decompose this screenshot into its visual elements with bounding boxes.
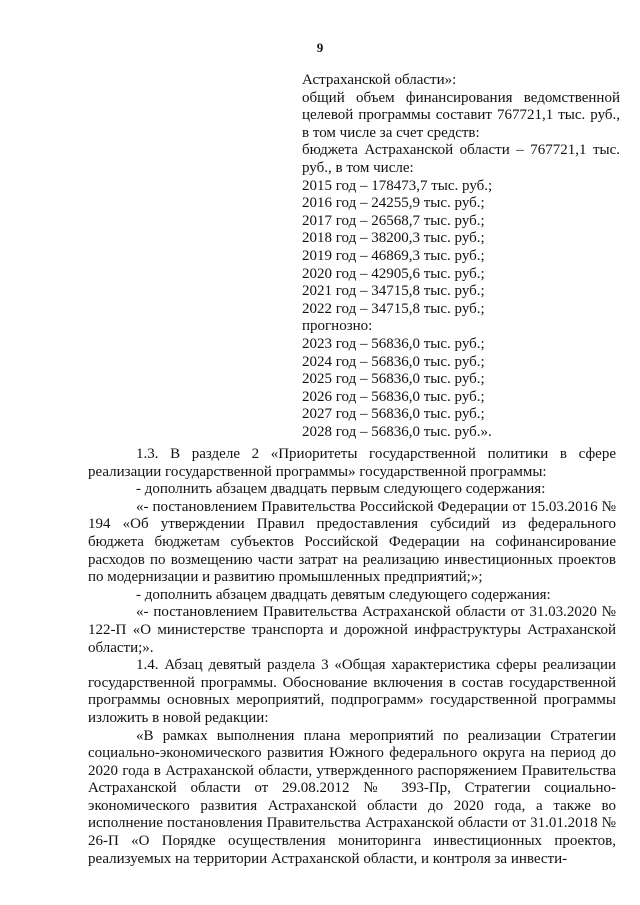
year-line: 2015 год – 178473,7 тыс. руб.;	[302, 177, 493, 194]
forecast-year-line: 2028 год – 56836,0 тыс. руб.».	[302, 423, 492, 440]
page-number: 9	[316, 40, 324, 55]
year-line: 2022 год – 34715,8 тыс. руб.;	[302, 300, 485, 317]
forecast-year-line: 2023 год – 56836,0 тыс. руб.;	[302, 335, 485, 352]
paragraph-quote-122: «- постановлением Правительства Астраханской области от 31.03.2020 № 122-П «О министерстве транспорта и дорожной инфраструктуры Астраханской области;».	[88, 604, 616, 656]
forecast-label: прогнозно:	[302, 318, 373, 335]
paragraph-quote-194: «- постановлением Правительства Российской Федерации от 15.03.2016 № 194 «Об утверждении Правил предоставления субсидий из федерального бюджета бюджетам субъектов Российской Федерации на софинансирование расходов по возмещению части затрат на реализацию инвестиционных проектов по модернизации и развитию промышленных предприятий;»;	[88, 498, 616, 586]
main-text	[88, 446, 616, 868]
paragraph-section-1-3: 1.3. В разделе 2 «Приоритеты государственной политики в сфере реализации государственной программы» государственной программы:	[88, 446, 616, 480]
year-line: 2021 год – 34715,8 тыс. руб.;	[302, 283, 485, 300]
forecast-year-line: 2024 год – 56836,0 тыс. руб.;	[302, 353, 485, 370]
paragraph-add-29: - дополнить абзацем двадцать девятым следующего содержания:	[136, 586, 551, 603]
year-line: 2019 год – 46869,3 тыс. руб.;	[302, 247, 485, 264]
region-line: Астраханской области»:	[302, 72, 457, 88]
paragraph-new-edition: «В рамках выполнения плана мероприятий по реализации Стратегии социально-экономического развития Южного федерального округа на период до 2020 года в Астраханской области, утвержденного распоряжением Правительства Астраханской области от 29.08.2012 № 393-Пр, Стратегии социально-экономического развития Астраханской области до 2020 года, а также во исполнение постановления Правительства Астраханской области от 31.01.2018 № 26-П «О Порядке осуществления мониторинга инвестиционных проектов, реализуемых на территории Астраханской области, и контроля за инвести-	[88, 727, 616, 867]
budget-funding-text: бюджета Астраханской области – 767721,1 тыс. руб., в том числе:	[302, 142, 620, 176]
year-line: 2017 год – 26568,7 тыс. руб.;	[302, 212, 485, 229]
year-line: 2016 год – 24255,9 тыс. руб.;	[302, 195, 485, 212]
funding-block	[302, 72, 620, 441]
year-line: 2018 год – 38200,3 тыс. руб.;	[302, 230, 485, 247]
forecast-year-line: 2026 год – 56836,0 тыс. руб.;	[302, 388, 485, 405]
year-line: 2020 год – 42905,6 тыс. руб.;	[302, 265, 485, 282]
forecast-year-line: 2025 год – 56836,0 тыс. руб.;	[302, 371, 485, 388]
paragraph-add-21: - дополнить абзацем двадцать первым следующего содержания:	[136, 481, 546, 498]
paragraph-section-1-4: 1.4. Абзац девятый раздела 3 «Общая характеристика сферы реализации государственной программы. Обоснование включения в состав государственной программы основных мероприятий, подпрограмм» государственной программы изложить в новой редакции:	[88, 657, 616, 726]
forecast-year-line: 2027 год – 56836,0 тыс. руб.;	[302, 406, 485, 423]
total-funding-text: общий объем финансирования ведомственной целевой программы составит 767721,1 тыс. руб., в том числе за счет средств:	[302, 89, 620, 141]
